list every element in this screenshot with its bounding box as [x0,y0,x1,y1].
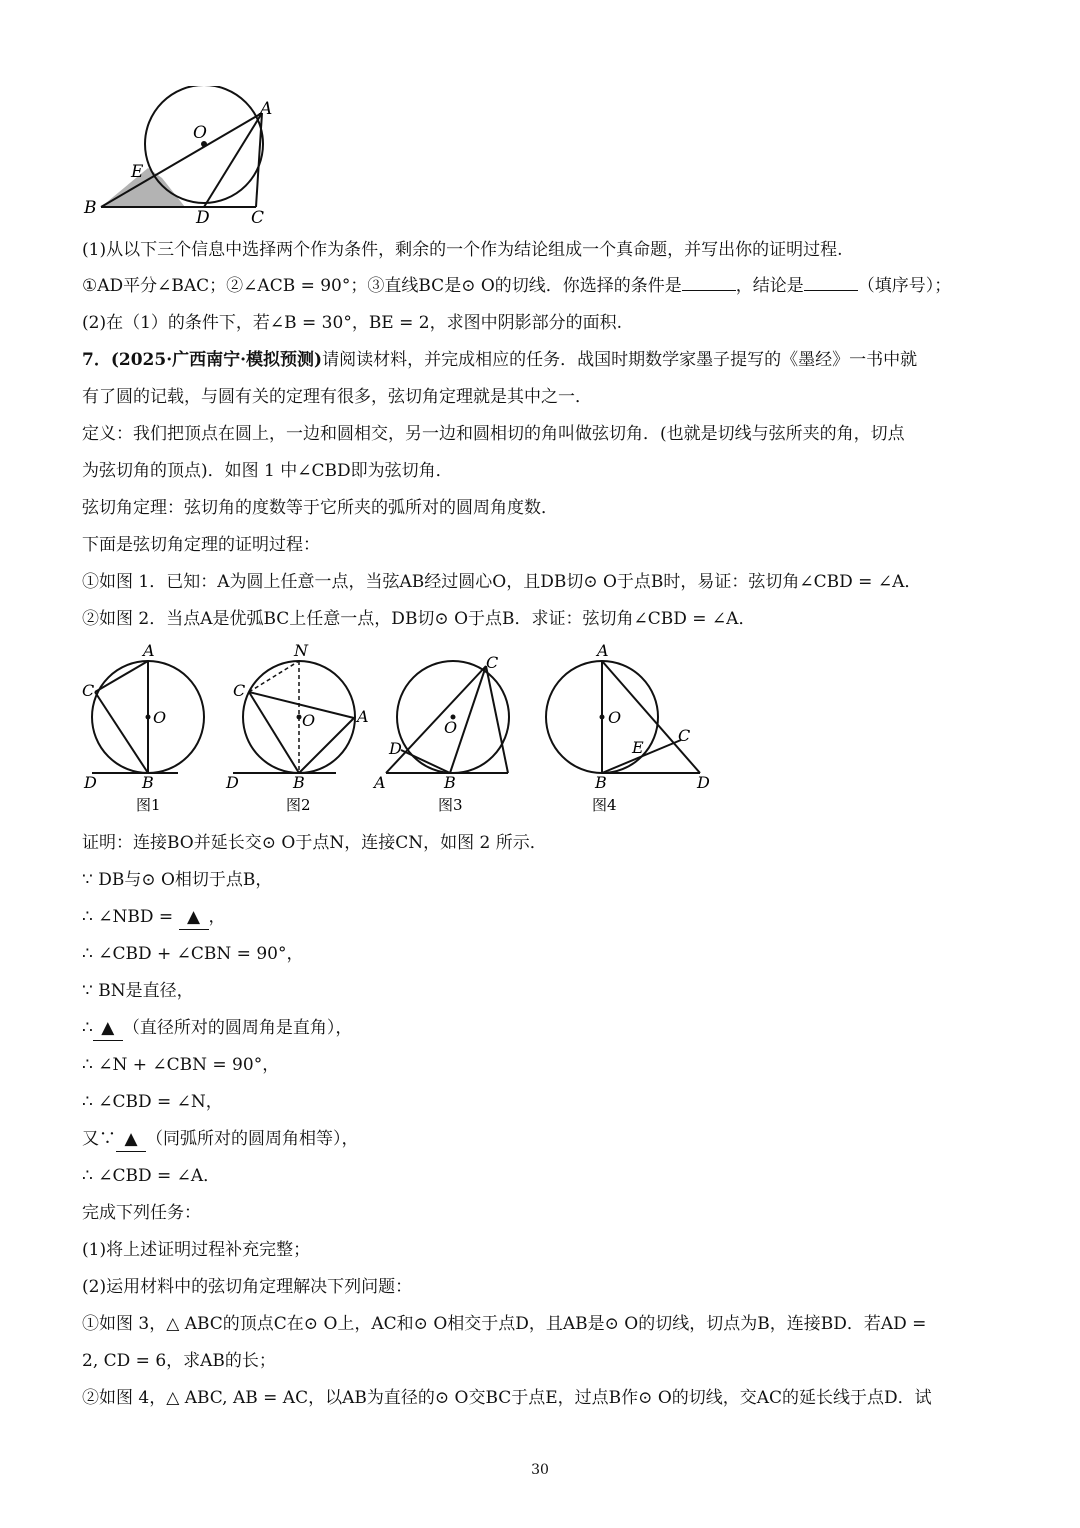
fig2-label-o: O [302,711,316,730]
task-2b: ②如图 4，△ ABC, AB = AC，以AB为直径的⊙ O交BC于点E，过点B作⊙ O的切线，交AC的延长线于点D．试 [82,1388,932,1408]
answer-blank-2: ▲ [93,1016,123,1041]
proof-line-3-a: ∴ ∠NBD = [82,907,179,927]
proof-line-4: ∴ ∠CBD + ∠CBN = 90°， [82,944,304,964]
q7-case2: ②如图 2．当点A是优弧BC上任意一点，DB切⊙ O于点B．求证：弦切角∠CBD = ∠A． [82,609,756,629]
top-figure [80,86,280,226]
caption-fig3: 图3 [438,796,463,814]
proof-line-3 [82,905,226,930]
task-2a-line-1: ①如图 3，△ ABC的顶点C在⊙ O上，AC和⊙ O相交于点D，且AB是⊙ O的切线，切点为B，连接BD．若AD = [82,1314,927,1334]
answer-blank-1: ▲ [179,905,209,930]
q6-options-b: ，结论是 [735,276,804,296]
q7-line2: 有了圆的记载，与圆有关的定理有很多，弦切角定理就是其中之一． [82,387,592,407]
task-2a-line-2: 2, CD = 6，求AB的长； [82,1351,276,1371]
q6-part1: (1)从以下三个信息中选择两个作为条件，剩余的一个作为结论组成一个真命题，并写出你的证明过程. [82,240,843,260]
caption-fig2: 图2 [286,796,311,814]
q7-proof-intro: 下面是弦切角定理的证明过程： [82,535,320,555]
fig2-label-n: N [294,641,308,660]
answer-blank-3: ▲ [116,1127,146,1152]
label-d: D [196,208,210,226]
proof-line-5: ∵ BN是直径， [82,981,194,1001]
q7-source: (2025·广西南宁·模拟预测) [110,350,323,370]
task-2: (2)运用材料中的弦切角定理解决下列问题： [82,1277,413,1297]
fig3-label-o: O [444,718,458,737]
fig1-label-o: O [153,708,167,727]
label-o: O [193,123,207,143]
figure-3 [372,653,509,814]
proof-line-2: ∵ DB与⊙ O相切于点B， [82,870,273,890]
q6-part2: (2)在（1）的条件下，若∠B = 30°，BE = 2，求图中阴影部分的面积. [82,313,622,333]
caption-fig4: 图4 [592,796,617,814]
proof-line-10: ∴ ∠CBD = ∠A． [82,1166,221,1186]
page-number: 30 [531,1462,549,1478]
fig4-label-a: A [597,641,609,660]
q7-case1: ①如图 1．已知：A为圆上任意一点，当弦AB经过圆心O，且DB切⊙ O于点B时，易证：弦切角∠CBD = ∠A． [82,572,922,592]
q6-options [82,274,951,298]
q7-definition-2: 为弦切角的顶点)．如图 1 中∠CBD即为弦切角． [82,461,453,481]
fig3-label-a: A [374,773,386,792]
fig1-label-d: D [84,773,97,792]
q7-definition-1: 定义：我们把顶点在圆上，一边和圆相交，另一边和圆相切的角叫做弦切角．(也就是切线与弦所夹的角，切点 [82,424,905,444]
answer-blank-conclusion [804,274,858,291]
proof-line-8: ∴ ∠CBD = ∠N， [82,1092,223,1112]
line-ad [204,113,262,207]
proof-line-3-b: ， [208,907,226,927]
proof-line-6 [82,1016,352,1041]
label-c: C [251,208,265,226]
proof-line-7: ∴ ∠N + ∠CBN = 90°， [82,1055,280,1075]
fig3-label-b: B [444,773,456,792]
q7-theorem: 弦切角定理：弦切角的度数等于它所夹的弧所对的圆周角度数． [82,498,558,518]
fig4-label-c: C [678,726,691,745]
q6-options-a: ①AD平分∠BAC；②∠ACB = 90°；③直线BC是⊙ O的切线．你选择的条件是 [82,276,682,296]
figure-1 [82,641,204,814]
figure-2 [225,641,369,814]
answer-blank-conditions [682,274,736,291]
fig2-label-b: B [293,773,305,792]
label-e: E [131,162,144,182]
proof-line-9-b: （同弧所对的圆周角相等）， [146,1129,359,1149]
q7-number: 7． [82,350,111,370]
task-1: (1)将上述证明过程补充完整； [82,1240,311,1260]
fig1-label-c: C [82,681,95,700]
fig3-label-c: C [486,653,499,672]
proof-line-1: 证明：连接BO并延长交⊙ O于点N，连接CN，如图 2 所示． [82,833,547,853]
proof-line-6-b: （直径所对的圆周角是直角）， [122,1018,353,1038]
tasks-intro: 完成下列任务： [82,1203,201,1223]
caption-fig1: 图1 [136,796,161,814]
proof-line-6-a: ∴ [82,1018,93,1038]
fig4-label-e: E [632,738,644,757]
fig3-label-d: D [389,739,402,758]
fig1-label-a: A [143,641,155,660]
fig4-label-d: D [697,773,710,792]
fig2-label-d: D [226,773,239,792]
fig4-label-b: B [595,773,607,792]
q7-heading [82,348,917,372]
q6-options-c: （填序号）； [857,276,952,296]
fig2-label-a: A [357,707,369,726]
fig1-label-b: B [142,773,154,792]
label-a: A [260,99,273,119]
fig2-label-c: C [233,681,246,700]
fig4-label-o: O [608,708,622,727]
label-b: B [84,198,97,218]
proof-line-9 [82,1127,359,1152]
q7-intro: 请阅读材料，并完成相应的任务．战国时期数学家墨子提写的《墨经》一书中就 [322,350,918,370]
figures-row [78,640,728,820]
figure-4 [546,641,710,814]
proof-line-9-a: 又∵ [82,1129,116,1149]
